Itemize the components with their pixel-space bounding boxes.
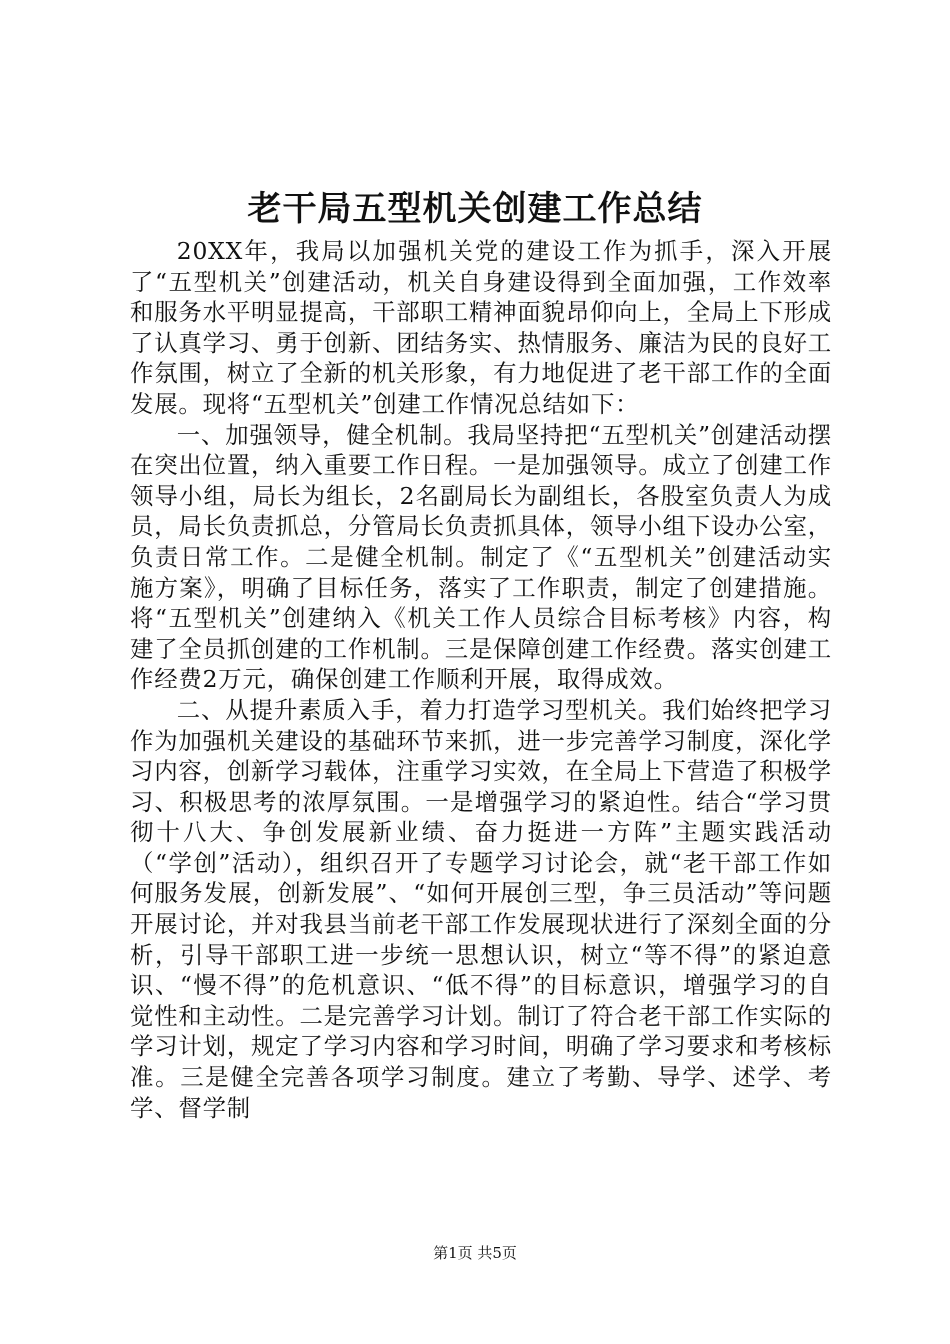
paragraph-section-1: 一、加强领导，健全机制。我局坚持把“五型机关”创建活动摆在突出位置，纳入重要工作日程。一是加强领导。成立了创建工作领导小组，局长为组长，2名副局长为副组长，各股室负责人为成员，局长负责抓总，分管局长负责抓具体，领导小组下设办公室，负责日常工作。二是健全机制。制定了《“五型机关”创建活动实施方案》，明确了目标任务，落实了工作职责，制定了创建措施。将“五型机关”创建纳入《机关工作人员综合目标考核》内容，构建了全员抓创建的工作机制。三是保障创建工作经费。落实创建工作经费2万元，确保创建工作顺利开展，取得成效。 [130, 420, 832, 694]
paragraph-intro: 20XX年，我局以加强机关党的建设工作为抓手，深入开展了“五型机关”创建活动，机关自身建设得到全面加强，工作效率和服务水平明显提高，干部职工精神面貌昂仰向上，全局上下形成了认真学习、勇于创新、团结务实、热情服务、廉洁为民的良好工作氛围，树立了全新的机关形象，有力地促进了老干部工作的全面发展。现将“五型机关”创建工作情况总结如下： [130, 237, 832, 418]
document-title: 老干局五型机关创建工作总结 [247, 189, 703, 229]
paragraph-section-2: 二、从提升素质入手，着力打造学习型机关。我们始终把学习作为加强机关建设的基础环节来抓，进一步完善学习制度，深化学习内容，创新学习载体，注重学习实效，在全局上下营造了积极学习、积极思考的浓厚氛围。一是增强学习的紧迫性。结合“学习贯彻十八大、争创发展新业绩、奋力挺进一方阵”主题实践活动（“学创”活动），组织召开了专题学习讨论会，就“老干部工作如何服务发展，创新发展”、“如何开展创三型，争三员活动”等问题开展讨论，并对我县当前老干部工作发展现状进行了深刻全面的分析，引导干部职工进一步统一思想认识，树立“等不得”的紧迫意识、“慢不得”的危机意识、“低不得”的目标意识，增强学习的自觉性和主动性。二是完善学习计划。制订了符合老干部工作实际的学习计划，规定了学习内容和学习时间，明确了学习要求和考核标准。三是健全完善各项学习制度。建立了考勤、导学、述学、考学、督学制 [130, 695, 832, 1122]
page-number-footer: 第1页 共5页 [433, 1244, 517, 1262]
document-body [130, 236, 832, 1123]
